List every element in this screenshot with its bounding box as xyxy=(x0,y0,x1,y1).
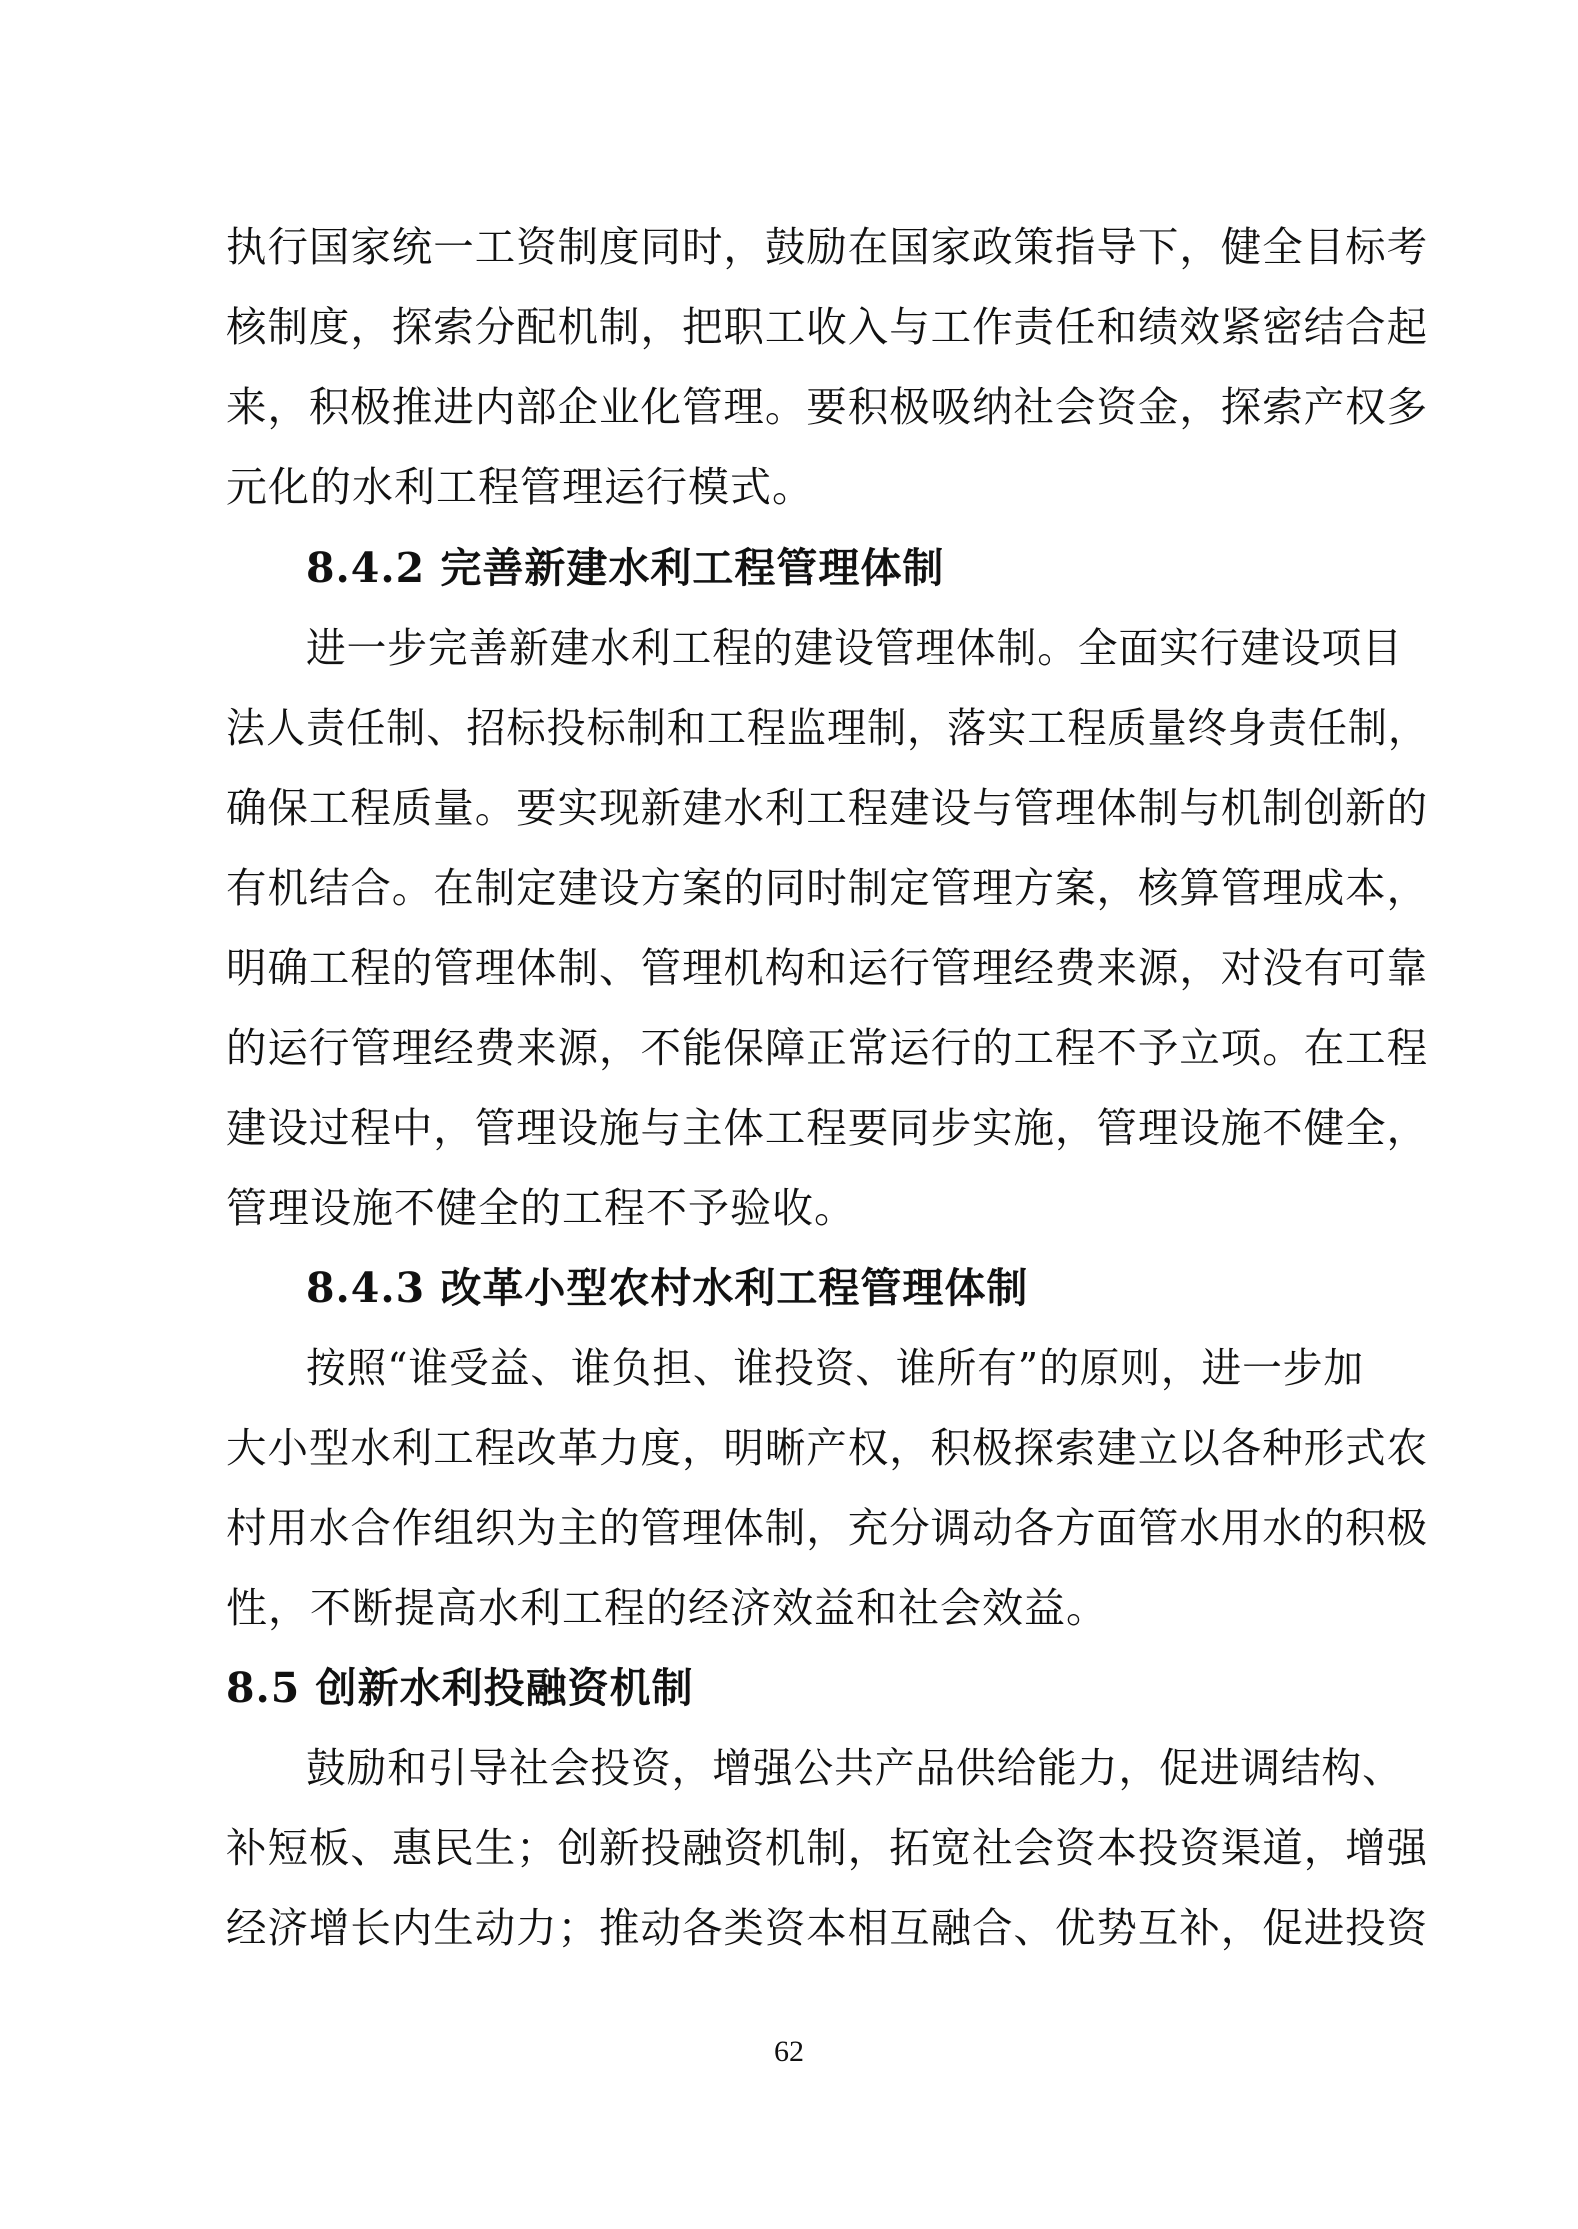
paragraph-line: 核制度，探索分配机制，把职工收入与工作责任和绩效紧密结合起 xyxy=(226,303,1429,351)
paragraph-line: 管理设施不健全的工程不予验收。 xyxy=(226,1184,856,1232)
paragraph-line: 的运行管理经费来源，不能保障正常运行的工程不予立项。在工程 xyxy=(226,1024,1429,1072)
paragraph-line: 来，积极推进内部企业化管理。要积极吸纳社会资金，探索产权多 xyxy=(226,383,1429,431)
paragraph-line: 建设过程中，管理设施与主体工程要同步实施，管理设施不健全， xyxy=(226,1104,1429,1152)
paragraph-line: 明确工程的管理体制、管理机构和运行管理经费来源，对没有可靠 xyxy=(226,944,1429,992)
section-heading-8-5: 8.5 创新水利投融资机制 xyxy=(226,1664,694,1712)
paragraph-line: 大小型水利工程改革力度，明晰产权，积极探索建立以各种形式农 xyxy=(226,1424,1429,1472)
paragraph-line: 鼓励和引导社会投资，增强公共产品供给能力，促进调结构、 xyxy=(306,1744,1403,1792)
paragraph-line: 按照“谁受益、谁负担、谁投资、谁所有”的原则，进一步加 xyxy=(306,1344,1365,1392)
section-heading-8-4-3: 8.4.3 改革小型农村水利工程管理体制 xyxy=(306,1264,1029,1312)
paragraph-line: 元化的水利工程管理运行模式。 xyxy=(226,463,814,511)
paragraph-line: 确保工程质量。要实现新建水利工程建设与管理体制与机制创新的 xyxy=(226,784,1429,832)
paragraph-line: 进一步完善新建水利工程的建设管理体制。全面实行建设项目 xyxy=(306,624,1403,672)
paragraph-line: 法人责任制、招标投标制和工程监理制，落实工程质量终身责任制， xyxy=(226,704,1429,752)
paragraph-line: 性，不断提高水利工程的经济效益和社会效益。 xyxy=(226,1584,1108,1632)
section-heading-8-4-2: 8.4.2 完善新建水利工程管理体制 xyxy=(306,544,945,592)
page-number: 62 xyxy=(774,2035,804,2068)
paragraph-line: 补短板、惠民生；创新投融资机制，拓宽社会资本投资渠道，增强 xyxy=(226,1824,1429,1872)
paragraph-line: 经济增长内生动力；推动各类资本相互融合、优势互补，促进投资 xyxy=(226,1904,1429,1952)
paragraph-line: 执行国家统一工资制度同时，鼓励在国家政策指导下，健全目标考 xyxy=(226,223,1429,271)
paragraph-line: 村用水合作组织为主的管理体制，充分调动各方面管水用水的积极 xyxy=(226,1504,1429,1552)
paragraph-line: 有机结合。在制定建设方案的同时制定管理方案，核算管理成本， xyxy=(226,864,1429,912)
